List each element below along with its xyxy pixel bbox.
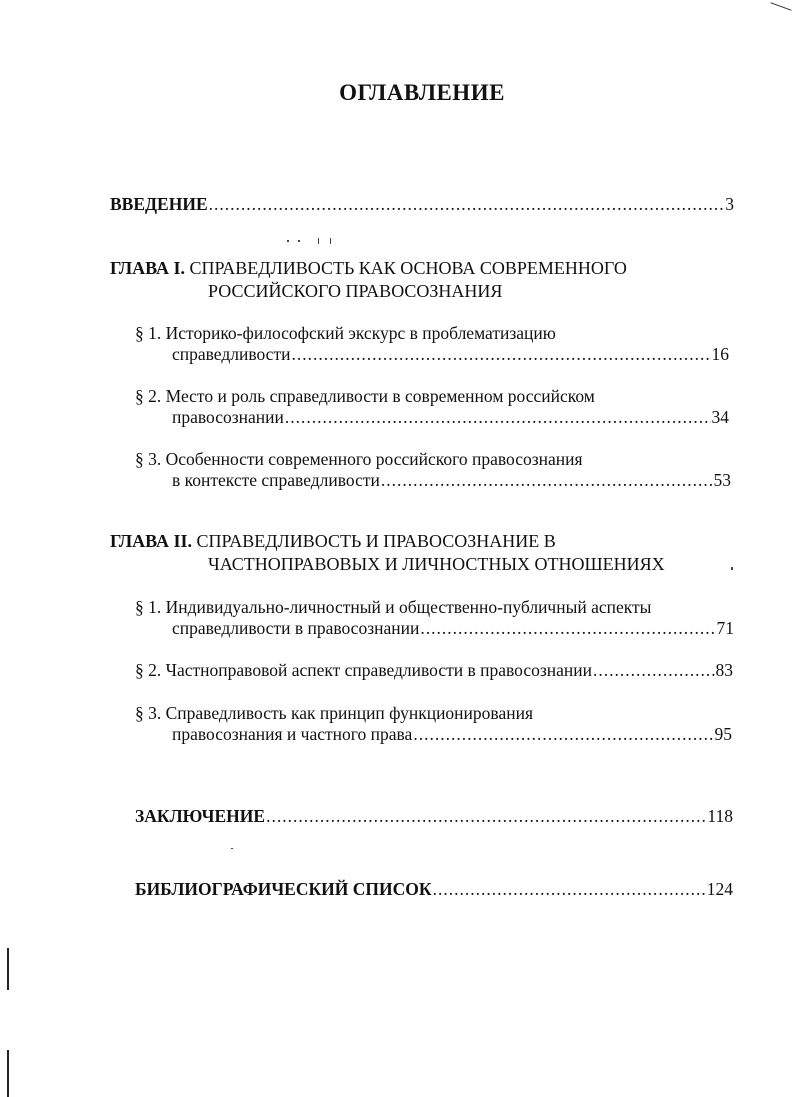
toc-page: 83 [715,660,733,680]
dot-leader [420,618,715,639]
toc-page: 71 [716,618,734,638]
toc-page: 3 [725,194,734,214]
page-title: ОГЛАВЛЕНИЕ [339,80,505,105]
chapter-2-title-line2: ЧАСТНОПРАВОВЫХ И ЛИЧНОСТНЫХ ОТНОШЕНИЯХ [208,554,665,574]
scan-speck [330,238,331,244]
toc-label: ЗАКЛЮЧЕНИЕ [135,806,266,826]
scan-edge-mark [7,1050,9,1097]
toc-page: 16 [711,344,729,364]
dot-leader [209,194,725,215]
toc-label: в контексте справедливости [172,470,380,490]
toc-label: справедливости [172,344,291,364]
toc-entry-section-2-3[interactable] [172,724,732,745]
toc-page: 124 [706,879,733,899]
dot-leader [381,470,713,491]
toc-entry-section-2-2[interactable] [135,660,733,681]
dot-leader [285,407,711,428]
toc-entry-section-1-3[interactable] [172,470,731,491]
toc-entry-bibliography[interactable] [135,879,733,900]
toc-page: 118 [707,806,733,826]
toc-label: правосознании [172,407,284,427]
toc-entry-intro[interactable] [110,194,734,215]
toc-label: БИБЛИОГРАФИЧЕСКИЙ СПИСОК [135,879,432,899]
chapter-label: ГЛАВА II. [110,531,193,551]
toc-label: справедливости в правосознании [172,618,420,638]
toc-entry-section-1-1[interactable] [172,344,729,365]
dot-leader [266,806,706,827]
toc-label: ВВЕДЕНИЕ [110,194,208,214]
toc-label: § 2. Частноправовой аспект справедливости в правосознании [135,660,593,680]
scan-speck [298,240,300,242]
chapter-title-line1: СПРАВЕДЛИВОСТЬ И ПРАВОСОЗНАНИЕ В [196,531,556,551]
chapter-1-title-line2: РОССИЙСКОГО ПРАВОСОЗНАНИЯ [208,281,503,301]
chapter-2-heading[interactable] [110,531,556,552]
section-1-3-line1: § 3. Особенности современного российского правосознания [135,449,583,469]
toc-entry-conclusion[interactable] [135,806,733,827]
scan-speck [770,2,791,10]
section-1-1-line1: § 1. Историко-философский экскурс в проблематизацию [135,323,556,343]
dot-leader [413,724,713,745]
toc-entry-section-1-2[interactable] [172,407,729,428]
scan-edge-mark [7,948,9,990]
dot-leader [433,879,706,900]
toc-page: 95 [714,724,732,744]
toc-page: 34 [711,407,729,427]
chapter-1-heading[interactable] [110,258,627,279]
section-2-1-line1: § 1. Индивидуально-личностный и общественно-публичный аспекты [135,597,652,617]
section-1-2-line1: § 2. Место и роль справедливости в современном российском [135,386,595,406]
scan-speck [287,240,289,242]
toc-page: 53 [713,470,731,490]
section-2-3-line1: § 3. Справедливость как принцип функционирования [135,703,533,723]
toc-label: правосознания и частного права [172,724,413,744]
chapter-title-line1: СПРАВЕДЛИВОСТЬ КАК ОСНОВА СОВРЕМЕННОГО [189,258,627,278]
dot-leader [593,660,714,681]
scan-speck [318,238,319,244]
dot-leader [291,344,710,365]
scan-speck [731,567,733,570]
chapter-label: ГЛАВА I. [110,258,186,278]
scan-speck [231,848,233,849]
toc-entry-section-2-1[interactable] [172,618,734,639]
